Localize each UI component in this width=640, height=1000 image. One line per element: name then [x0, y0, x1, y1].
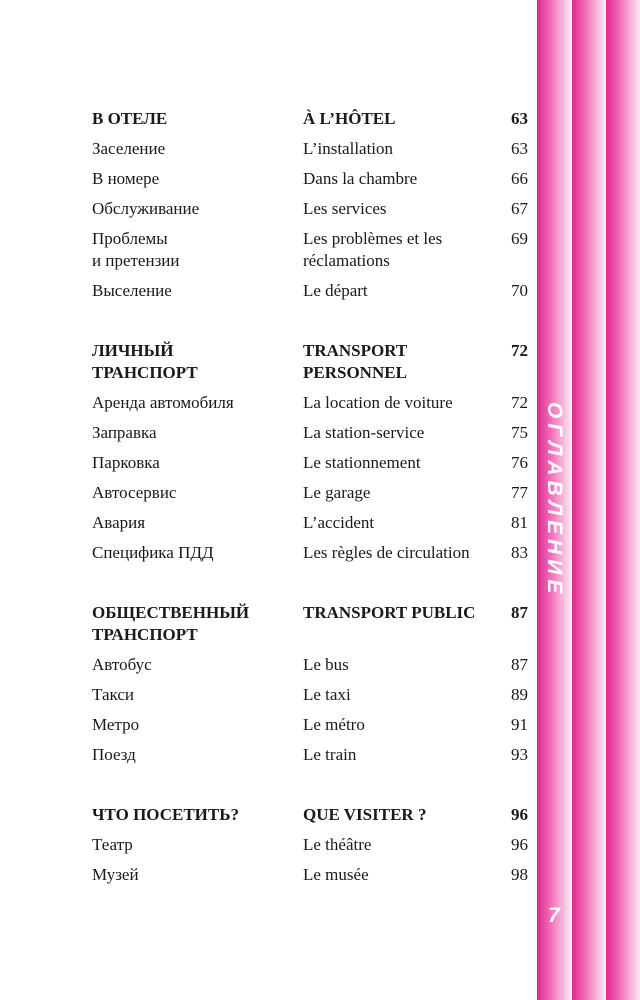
- toc-entry: [92, 138, 528, 160]
- entry-page: 91: [511, 715, 528, 734]
- toc-entry: [92, 744, 528, 766]
- toc-entry: [92, 228, 528, 272]
- heading-ru: ЛИЧНЫЙ ТРАНСПОРТ: [92, 341, 198, 382]
- entry-page: 89: [511, 685, 528, 704]
- entry-ru: Автобус: [92, 655, 152, 674]
- entry-fr: Dans la chambre: [303, 169, 418, 188]
- heading-page: 63: [511, 109, 528, 128]
- toc-section-public-transport: [92, 602, 528, 766]
- entry-fr: Le départ: [303, 281, 368, 300]
- toc-entry: [92, 482, 528, 504]
- entry-page: 98: [511, 865, 528, 884]
- toc-entry: [92, 834, 528, 856]
- entry-ru: Заселение: [92, 139, 166, 158]
- toc-section-heading: [92, 602, 528, 646]
- sidebar-stripe: [571, 0, 606, 1000]
- entry-page: 81: [511, 513, 528, 532]
- entry-fr: Les règles de circulation: [303, 543, 470, 562]
- heading-page: 87: [511, 603, 528, 622]
- entry-page: 83: [511, 543, 528, 562]
- entry-fr: Le musée: [303, 865, 369, 884]
- entry-ru: Поезд: [92, 745, 136, 764]
- toc-section-heading: [92, 108, 528, 130]
- heading-page: 96: [511, 805, 528, 824]
- heading-fr: TRANSPORT PUBLIC: [303, 603, 476, 622]
- toc-section-hotel: [92, 108, 528, 302]
- toc-entry: [92, 280, 528, 302]
- entry-fr: La station-service: [303, 423, 425, 442]
- table-of-contents: [92, 108, 528, 924]
- entry-fr: Le train: [303, 745, 357, 764]
- entry-ru: Выселение: [92, 281, 172, 300]
- toc-entry: [92, 198, 528, 220]
- entry-fr: Le taxi: [303, 685, 351, 704]
- toc-entry: [92, 512, 528, 534]
- toc-entry: [92, 714, 528, 736]
- toc-section-what-to-visit: [92, 804, 528, 886]
- heading-ru: ОБЩЕСТВЕННЫЙ ТРАНСПОРТ: [92, 603, 250, 644]
- toc-entry: [92, 542, 528, 564]
- entry-ru: В номере: [92, 169, 160, 188]
- toc-section-heading: [92, 804, 528, 826]
- entry-page: 75: [511, 423, 528, 442]
- entry-ru: Такси: [92, 685, 134, 704]
- entry-page: 66: [511, 169, 528, 188]
- toc-entry: [92, 864, 528, 886]
- entry-ru: Проблемы и претензии: [92, 229, 180, 270]
- sidebar-stripe: [605, 0, 640, 1000]
- entry-ru: Специфика ПДД: [92, 543, 214, 562]
- entry-page: 72: [511, 393, 528, 412]
- heading-ru: В ОТЕЛЕ: [92, 109, 168, 128]
- toc-entry: [92, 684, 528, 706]
- entry-ru: Обслуживание: [92, 199, 200, 218]
- toc-entry: [92, 422, 528, 444]
- entry-fr: La location de voiture: [303, 393, 453, 412]
- toc-entry: [92, 452, 528, 474]
- entry-fr: L’installation: [303, 139, 394, 158]
- heading-ru: ЧТО ПОСЕТИТЬ?: [92, 805, 239, 824]
- entry-fr: Le garage: [303, 483, 371, 502]
- toc-section-personal-transport: [92, 340, 528, 564]
- toc-section-heading: [92, 340, 528, 384]
- entry-ru: Автосервис: [92, 483, 177, 502]
- entry-ru: Парковка: [92, 453, 160, 472]
- sidebar-title: ОГЛАВЛЕНИЕ: [543, 401, 566, 599]
- heading-fr: À L’HÔTEL: [303, 109, 396, 128]
- entry-page: 77: [511, 483, 528, 502]
- entry-fr: Les services: [303, 199, 387, 218]
- entry-fr: L’accident: [303, 513, 375, 532]
- heading-page: 72: [511, 341, 528, 360]
- entry-page: 63: [511, 139, 528, 158]
- toc-entry: [92, 168, 528, 190]
- heading-fr: TRANSPORT PERSONNEL: [303, 341, 408, 382]
- toc-entry: [92, 392, 528, 414]
- page-number: 7: [548, 904, 560, 927]
- entry-ru: Авария: [92, 513, 146, 532]
- entry-ru: Заправка: [92, 423, 157, 442]
- heading-fr: QUE VISITER ?: [303, 805, 427, 824]
- entry-fr: Le bus: [303, 655, 349, 674]
- entry-ru: Театр: [92, 835, 133, 854]
- toc-entry: [92, 654, 528, 676]
- entry-page: 69: [511, 229, 528, 248]
- entry-page: 93: [511, 745, 528, 764]
- entry-page: 87: [511, 655, 528, 674]
- entry-ru: Метро: [92, 715, 140, 734]
- entry-fr: Les problèmes et les réclamations: [303, 229, 443, 270]
- entry-ru: Музей: [92, 865, 139, 884]
- entry-page: 76: [511, 453, 528, 472]
- entry-ru: Аренда автомобиля: [92, 393, 234, 412]
- entry-page: 96: [511, 835, 528, 854]
- entry-fr: Le stationnement: [303, 453, 421, 472]
- entry-page: 67: [511, 199, 528, 218]
- entry-page: 70: [511, 281, 528, 300]
- entry-fr: Le métro: [303, 715, 365, 734]
- entry-fr: Le théâtre: [303, 835, 372, 854]
